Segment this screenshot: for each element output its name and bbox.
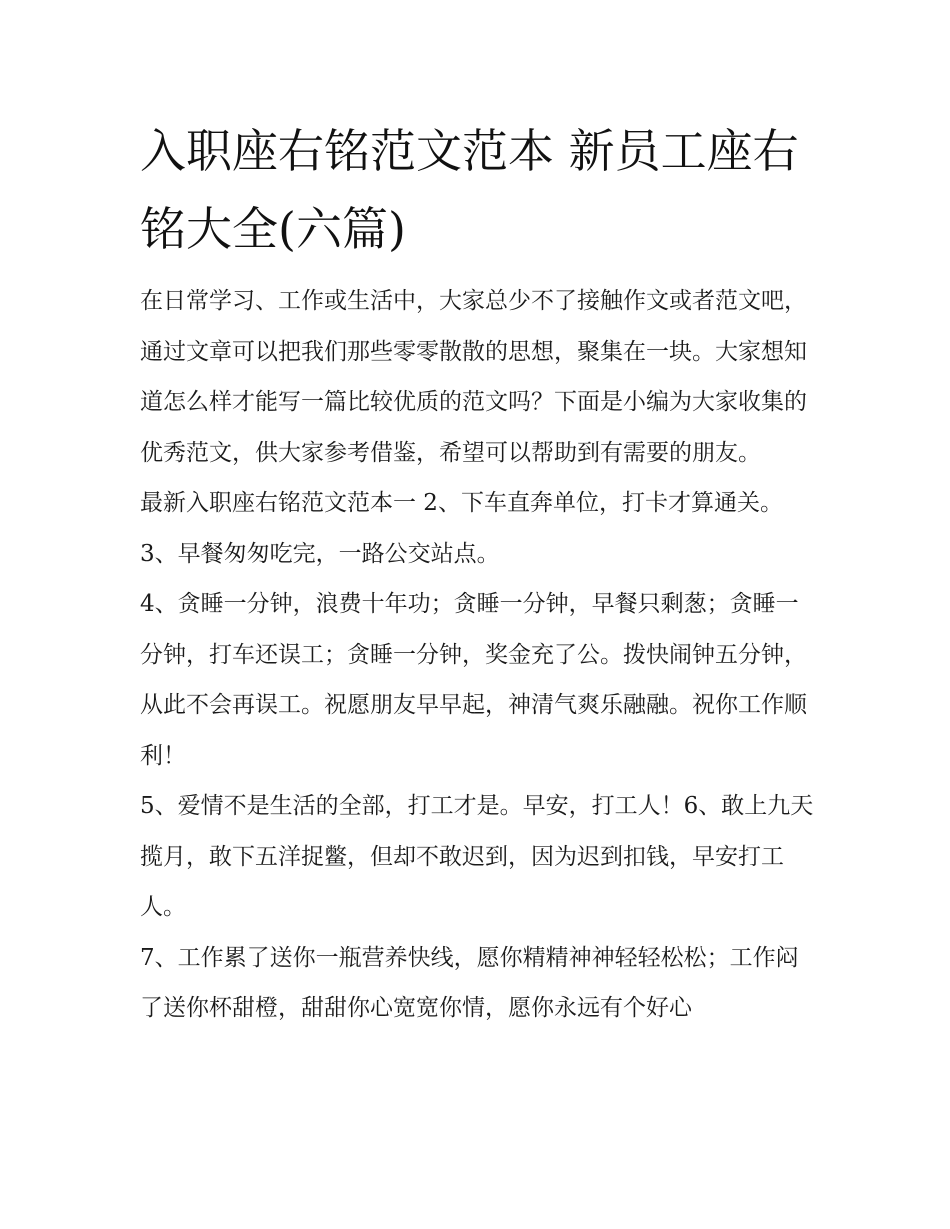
document-body bbox=[140, 276, 820, 1034]
paragraph-intro: 在日常学习、工作或生活中，大家总少不了接触作文或者范文吧，通过文章可以把我们那些零零散散的思想，聚集在一块。大家想知道怎么样才能写一篇比较优质的范文吗？下面是小编为大家收集的优秀范文，供大家参考借鉴，希望可以帮助到有需要的朋友。 bbox=[140, 288, 807, 466]
document-title: 入职座右铭范文范本 新员工座右铭大全(六篇) bbox=[140, 124, 799, 256]
paragraph-item-5: 5、爱情不是生活的全部，打工才是。早安，打工人！6、敢上九天揽月，敢下五洋捉鳖，但却不敢迟到，因为迟到扣钱，早安打工人。 bbox=[140, 793, 814, 920]
paragraph-item-7: 7、工作累了送你一瓶营养快线，愿你精精神神轻轻松松；工作闷了送你杯甜橙，甜甜你心宽宽你情，愿你永远有个好心 bbox=[140, 944, 799, 1021]
paragraph-item-4: 4、贪睡一分钟，浪费十年功；贪睡一分钟，早餐只剩葱；贪睡一分钟，打车还误工；贪睡一分钟，奖金充了公。拨快闹钟五分钟，从此不会再误工。祝愿朋友早早起，神清气爽乐融融。祝你工作顺利！ bbox=[140, 591, 807, 769]
paragraph-item-1: 最新入职座右铭范文范本一 2、下车直奔单位，打卡才算通关。 3、早餐匆匆吃完，一路公交站点。 bbox=[140, 490, 783, 567]
